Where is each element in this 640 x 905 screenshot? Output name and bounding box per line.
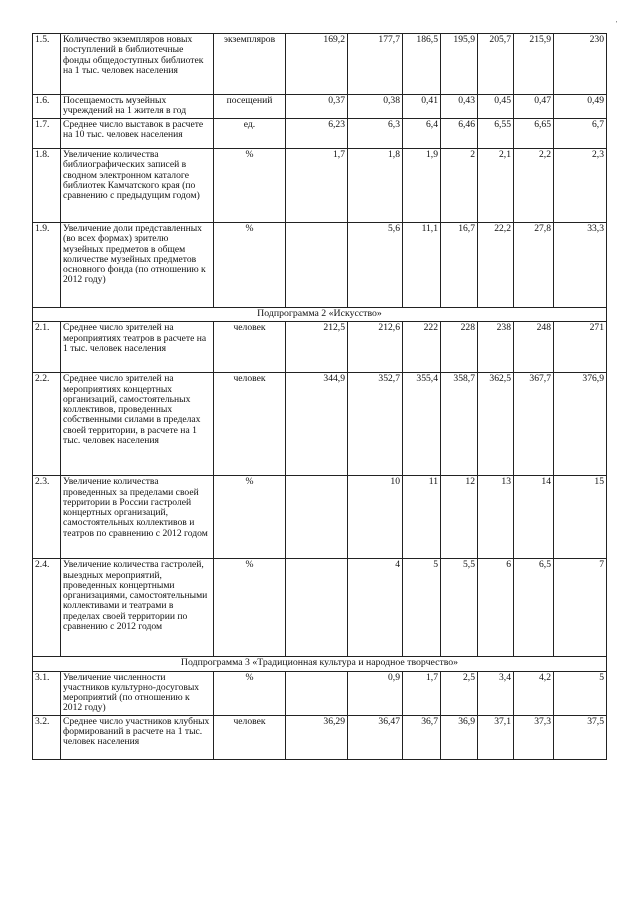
table-row [33, 476, 607, 559]
value-cell: 5 [554, 671, 607, 715]
value-cell: 195,9 [441, 34, 478, 95]
row-number: 2.2. [33, 373, 61, 476]
unit-cell: человек [214, 322, 286, 373]
unit-cell: % [214, 476, 286, 559]
value-cell: 1,8 [348, 149, 403, 223]
value-cell: 0,47 [514, 95, 554, 119]
value-cell: 36,7 [403, 715, 441, 759]
value-cell: 6,23 [286, 119, 348, 149]
table-row [33, 559, 607, 657]
table-row [33, 119, 607, 149]
value-cell: 177,7 [348, 34, 403, 95]
row-number: 1.5. [33, 34, 61, 95]
row-number: 3.2. [33, 715, 61, 759]
value-cell: 0,43 [441, 95, 478, 119]
value-cell: 230 [554, 34, 607, 95]
indicator-name: Среднее число зрителей на мероприятиях театров в расчете на 1 тыс. человек населения [61, 322, 214, 373]
value-cell: 5,6 [348, 223, 403, 308]
value-cell: 33,3 [554, 223, 607, 308]
indicator-name: Среднее число зрителей на мероприятиях концертных организаций, самостоятельных коллективов, проведенных собственными силами в пределах своей территории, в расчете на 1 тыс. человек населения [61, 373, 214, 476]
value-cell: 16,7 [441, 223, 478, 308]
value-cell: 4 [348, 559, 403, 657]
unit-cell: ед. [214, 119, 286, 149]
value-cell: 6,65 [514, 119, 554, 149]
value-cell: 6,3 [348, 119, 403, 149]
value-cell: 376,9 [554, 373, 607, 476]
row-number: 2.3. [33, 476, 61, 559]
value-cell: 2,3 [554, 149, 607, 223]
indicator-name: Среднее число участников клубных формирований в расчете на 1 тыс. человек населения [61, 715, 214, 759]
value-cell: 37,1 [478, 715, 514, 759]
value-cell: 6,55 [478, 119, 514, 149]
indicator-name: Количество экземпляров новых поступлений в библиотечные фонды общедоступных библиотек на 1 тыс. человек населения [61, 34, 214, 95]
value-cell: 6 [478, 559, 514, 657]
value-cell [286, 223, 348, 308]
indicator-name: Увеличение количества проведенных за пределами своей территории в России гастролей концертных организаций, самостоятельных коллективов и театров по сравнению с 2012 годом [61, 476, 214, 559]
value-cell [286, 476, 348, 559]
section-header [33, 308, 607, 322]
section-header [33, 657, 607, 671]
indicator-name: Увеличение количества библиографических записей в сводном электронном каталоге библиотек Камчатского края (по сравнению с предыдущим годом) [61, 149, 214, 223]
value-cell: 5,5 [441, 559, 478, 657]
value-cell: 367,7 [514, 373, 554, 476]
unit-cell: посещений [214, 95, 286, 119]
table-row [33, 671, 607, 715]
row-number: 1.6. [33, 95, 61, 119]
value-cell: 13 [478, 476, 514, 559]
value-cell: 36,47 [348, 715, 403, 759]
section-title: Подпрограмма 3 «Традиционная культура и народное творчество» [33, 657, 607, 671]
value-cell: 0,41 [403, 95, 441, 119]
value-cell: 4,2 [514, 671, 554, 715]
row-number: 1.7. [33, 119, 61, 149]
value-cell: 22,2 [478, 223, 514, 308]
row-number: 1.8. [33, 149, 61, 223]
table-row [33, 715, 607, 759]
value-cell: 7 [554, 559, 607, 657]
value-cell: 11,1 [403, 223, 441, 308]
value-cell: 0,49 [554, 95, 607, 119]
value-cell: 212,5 [286, 322, 348, 373]
table-row [33, 34, 607, 95]
value-cell: 37,3 [514, 715, 554, 759]
table-row [33, 223, 607, 308]
value-cell: 2 [441, 149, 478, 223]
value-cell: 222 [403, 322, 441, 373]
value-cell: 6,7 [554, 119, 607, 149]
value-cell: 36,29 [286, 715, 348, 759]
unit-cell: % [214, 559, 286, 657]
table-row [33, 149, 607, 223]
value-cell: 12 [441, 476, 478, 559]
value-cell: 10 [348, 476, 403, 559]
table-row [33, 322, 607, 373]
value-cell [286, 671, 348, 715]
indicator-name: Увеличение количества гастролей, выездных мероприятий, проведенных концертными организациями, самостоятельными коллективами и театрами в пределах своей территории по сравнению с 2012 годом [61, 559, 214, 657]
indicator-name: Увеличение доли представленных (во всех формах) зрителю музейных предметов в общем количестве музейных предметов основного фонда (по отношению к 2012 году) [61, 223, 214, 308]
indicator-name: Посещаемость музейных учреждений на 1 жителя в год [61, 95, 214, 119]
unit-cell: % [214, 671, 286, 715]
value-cell: 169,2 [286, 34, 348, 95]
row-number: 2.4. [33, 559, 61, 657]
value-cell: 186,5 [403, 34, 441, 95]
row-number: 2.1. [33, 322, 61, 373]
indicator-name: Среднее число выставок в расчете на 10 тыс. человек населения [61, 119, 214, 149]
unit-cell: экземпляров [214, 34, 286, 95]
value-cell: 352,7 [348, 373, 403, 476]
value-cell [286, 559, 348, 657]
value-cell: 355,4 [403, 373, 441, 476]
value-cell: 215,9 [514, 34, 554, 95]
value-cell: 3,4 [478, 671, 514, 715]
value-cell: 205,7 [478, 34, 514, 95]
value-cell: 0,37 [286, 95, 348, 119]
value-cell: 271 [554, 322, 607, 373]
unit-cell: человек [214, 373, 286, 476]
value-cell: 228 [441, 322, 478, 373]
value-cell: 0,9 [348, 671, 403, 715]
value-cell: 0,45 [478, 95, 514, 119]
value-cell: 1,7 [286, 149, 348, 223]
unit-cell: % [214, 149, 286, 223]
value-cell: 5 [403, 559, 441, 657]
value-cell: 1,7 [403, 671, 441, 715]
table-row [33, 95, 607, 119]
unit-cell: % [214, 223, 286, 308]
value-cell: 0,38 [348, 95, 403, 119]
table-body [33, 34, 607, 760]
value-cell: 362,5 [478, 373, 514, 476]
value-cell: 238 [478, 322, 514, 373]
row-number: 3.1. [33, 671, 61, 715]
value-cell: 6,46 [441, 119, 478, 149]
value-cell: 2,2 [514, 149, 554, 223]
indicators-table [32, 33, 607, 760]
value-cell: 2,5 [441, 671, 478, 715]
section-title: Подпрограмма 2 «Искусство» [33, 308, 607, 322]
value-cell: 2,1 [478, 149, 514, 223]
value-cell: 212,6 [348, 322, 403, 373]
value-cell: 1,9 [403, 149, 441, 223]
value-cell: 344,9 [286, 373, 348, 476]
value-cell: 248 [514, 322, 554, 373]
value-cell: 27,8 [514, 223, 554, 308]
value-cell: 358,7 [441, 373, 478, 476]
row-number: 1.9. [33, 223, 61, 308]
value-cell: 14 [514, 476, 554, 559]
indicator-name: Увеличение численности участников культурно-досуговых мероприятий (по отношению к 2012 году) [61, 671, 214, 715]
page-mark: ' [616, 20, 618, 28]
value-cell: 15 [554, 476, 607, 559]
value-cell: 11 [403, 476, 441, 559]
value-cell: 36,9 [441, 715, 478, 759]
value-cell: 6,5 [514, 559, 554, 657]
table-row [33, 373, 607, 476]
value-cell: 6,4 [403, 119, 441, 149]
value-cell: 37,5 [554, 715, 607, 759]
unit-cell: человек [214, 715, 286, 759]
